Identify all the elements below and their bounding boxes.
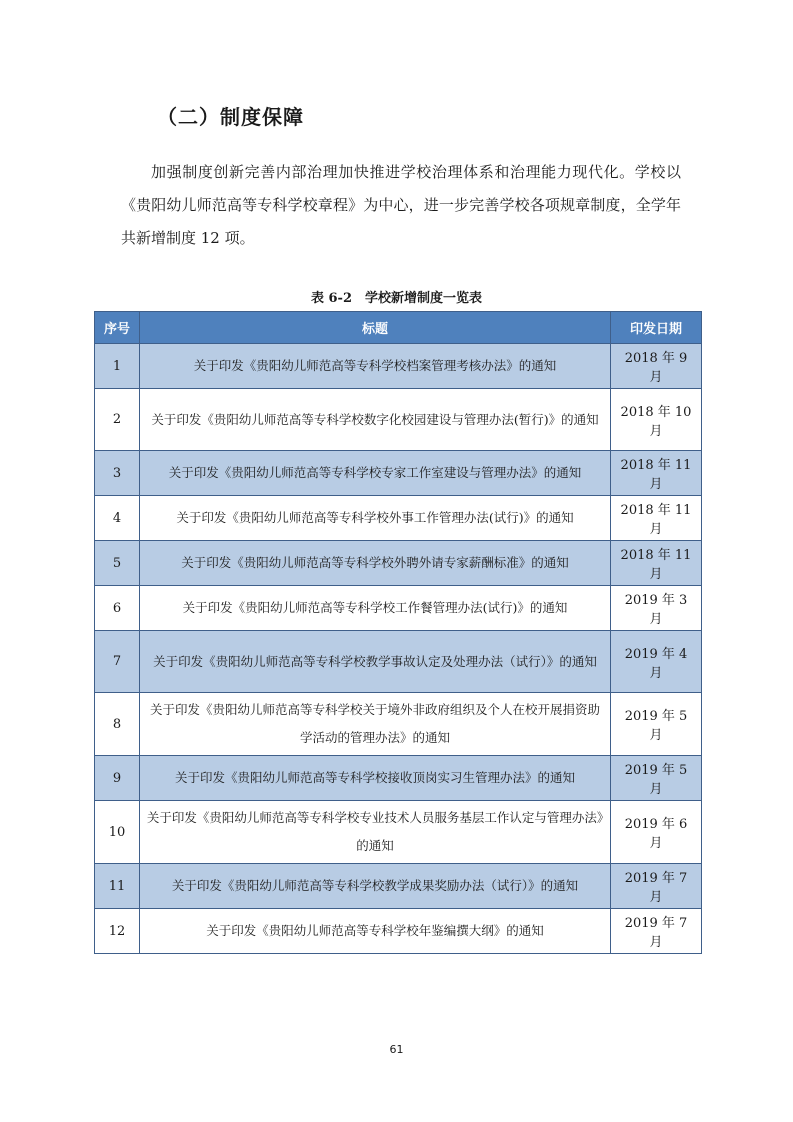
table-row [95,864,702,909]
row-date: 2018 年 9 月 [611,344,702,389]
row-date: 2018 年 11 月 [611,541,702,586]
row-number: 1 [95,344,140,389]
row-title: 关于印发《贵阳幼儿师范高等专科学校数字化校园建设与管理办法(暂行)》的通知 [140,389,611,451]
table-row [95,389,702,451]
table-row [95,541,702,586]
row-number: 4 [95,496,140,541]
table-row [95,693,702,756]
row-number: 12 [95,909,140,954]
row-title: 关于印发《贵阳幼儿师范高等专科学校外聘外请专家薪酬标准》的通知 [140,541,611,586]
table-row [95,586,702,631]
table-caption: 表 6-2 学校新增制度一览表 [310,291,482,306]
row-title: 关于印发《贵阳幼儿师范高等专科学校专业技术人员服务基层工作认定与管理办法》的通知 [140,801,611,864]
row-number: 11 [95,864,140,909]
row-number: 10 [95,801,140,864]
row-title: 关于印发《贵阳幼儿师范高等专科学校档案管理考核办法》的通知 [140,344,611,389]
row-number: 9 [95,756,140,801]
table-row [95,631,702,693]
header-title: 标题 [140,312,611,344]
table-row [95,496,702,541]
section-heading: （二）制度保障 [157,105,304,129]
row-title: 关于印发《贵阳幼儿师范高等专科学校关于境外非政府组织及个人在校开展捐资助学活动的管理办法》的通知 [140,693,611,756]
table-row [95,344,702,389]
row-date: 2019 年 5 月 [611,756,702,801]
row-title: 关于印发《贵阳幼儿师范高等专科学校专家工作室建设与管理办法》的通知 [140,451,611,496]
row-title: 关于印发《贵阳幼儿师范高等专科学校外事工作管理办法(试行)》的通知 [140,496,611,541]
table-row [95,909,702,954]
row-number: 8 [95,693,140,756]
row-title: 关于印发《贵阳幼儿师范高等专科学校接收顶岗实习生管理办法》的通知 [140,756,611,801]
table-row [95,756,702,801]
row-date: 2018 年 11 月 [611,451,702,496]
table-row [95,801,702,864]
row-title: 关于印发《贵阳幼儿师范高等专科学校年鉴编撰大纲》的通知 [140,909,611,954]
row-date: 2019 年 4 月 [611,631,702,693]
regulations-table [94,311,702,954]
row-date: 2019 年 6 月 [611,801,702,864]
row-title: 关于印发《贵阳幼儿师范高等专科学校教学成果奖励办法（试行）》的通知 [140,864,611,909]
body-paragraph: 加强制度创新完善内部治理加快推进学校治理体系和治理能力现代化。学校以《贵阳幼儿师范高等专科学校章程》为中心，进一步完善学校各项规章制度，全学年共新增制度 12 项。 [121,163,681,247]
row-number: 5 [95,541,140,586]
table-row [95,451,702,496]
page-number: 61 [389,1043,404,1056]
row-title: 关于印发《贵阳幼儿师范高等专科学校工作餐管理办法(试行)》的通知 [140,586,611,631]
row-date: 2019 年 7 月 [611,909,702,954]
row-number: 3 [95,451,140,496]
row-date: 2019 年 3 月 [611,586,702,631]
header-date: 印发日期 [611,312,702,344]
row-number: 2 [95,389,140,451]
row-date: 2019 年 5 月 [611,693,702,756]
table-header-row [95,312,702,344]
row-number: 6 [95,586,140,631]
row-date: 2018 年 10 月 [611,389,702,451]
regulations-table-container [94,311,701,954]
row-number: 7 [95,631,140,693]
header-number: 序号 [95,312,140,344]
row-title: 关于印发《贵阳幼儿师范高等专科学校教学事故认定及处理办法（试行）》的通知 [140,631,611,693]
row-date: 2019 年 7 月 [611,864,702,909]
row-date: 2018 年 11 月 [611,496,702,541]
